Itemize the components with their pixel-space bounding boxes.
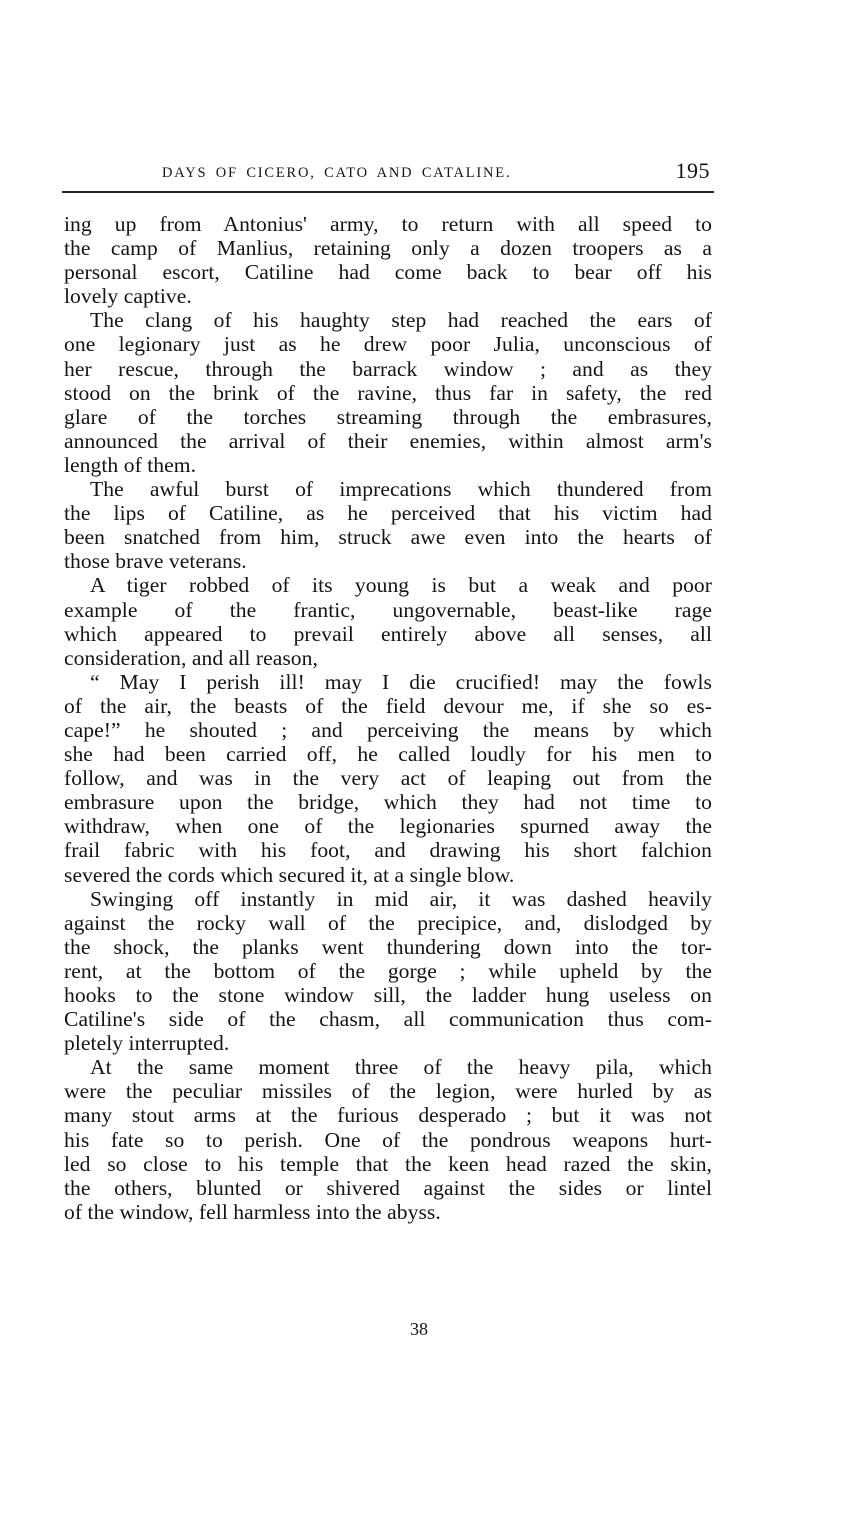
- text-line: those brave veterans.: [64, 549, 247, 574]
- text-line: rent, at the bottom of the gorge ; while upheld by the: [64, 958, 712, 983]
- paragraph-first-line: “ May I perish ill! may I die crucified! may the fowls: [90, 669, 712, 694]
- text-line: his fate so to perish. One of the pondrous weapons hurt-: [64, 1127, 712, 1152]
- running-head: [64, 158, 712, 188]
- body-text: [64, 212, 712, 1224]
- text-line: been snatched from him, struck awe even into the hearts of: [64, 525, 712, 550]
- text-line: example of the frantic, ungovernable, beast-like rage: [64, 597, 712, 622]
- text-line: the camp of Manlius, retaining only a dozen troopers as a: [64, 236, 712, 261]
- text-line: personal escort, Catiline had come back to bear off his: [64, 260, 712, 285]
- text-line: of the window, fell harmless into the abyss.: [64, 1199, 441, 1224]
- text-line: led so close to his temple that the keen head razed the skin,: [64, 1151, 712, 1176]
- text-line: ing up from Antonius' army, to return with all speed to: [64, 212, 712, 236]
- running-title: [162, 164, 511, 182]
- header-rule: [62, 191, 714, 193]
- text-line: embrasure upon the bridge, which they had not time to: [64, 790, 712, 815]
- text-line: pletely interrupted.: [64, 1031, 230, 1056]
- running-title-text: DAYS OF CICERO, CATO AND CATALINE.: [162, 165, 512, 181]
- text-line: of the air, the beasts of the field devour me, if she so es-: [64, 693, 712, 718]
- text-line: Catiline's side of the chasm, all communication thus com-: [64, 1007, 712, 1032]
- paragraph-first-line: The clang of his haughty step had reached the ears of: [90, 308, 712, 333]
- text-line: severed the cords which secured it, at a single blow.: [64, 862, 515, 887]
- text-line: the others, blunted or shivered against the sides or lintel: [64, 1175, 712, 1200]
- signature-mark: [0, 1319, 848, 1340]
- text-line: the shock, the planks went thundering down into the tor-: [64, 934, 712, 959]
- text-line: length of them.: [64, 452, 197, 477]
- paragraph-first-line: The awful burst of imprecations which thundered from: [90, 477, 712, 502]
- text-line: one legionary just as he drew poor Julia, unconscious of: [64, 332, 712, 357]
- text-line: cape!” he shouted ; and perceiving the means by which: [64, 717, 712, 742]
- text-line: the lips of Catiline, as he perceived that his victim had: [64, 501, 712, 526]
- text-line: her rescue, through the barrack window ; and as they: [64, 356, 712, 381]
- text-line: which appeared to prevail entirely above all senses, all: [64, 621, 712, 646]
- text-line: announced the arrival of their enemies, within almost arm's: [64, 428, 712, 453]
- text-line: many stout arms at the furious desperado ; but it was not: [64, 1103, 712, 1128]
- text-line: hooks to the stone window sill, the ladder hung useless on: [64, 983, 712, 1007]
- text-line: lovely captive.: [64, 284, 192, 309]
- text-line: frail fabric with his foot, and drawing his short falchion: [64, 838, 712, 863]
- text-line: glare of the torches streaming through the embrasures,: [64, 404, 712, 429]
- text-line: against the rocky wall of the precipice, and, dislodged by: [64, 910, 712, 935]
- text-line: she had been carried off, he called loudly for his men to: [64, 742, 712, 767]
- paragraph-first-line: A tiger robbed of its young is but a weak and poor: [90, 573, 712, 598]
- text-line: follow, and was in the very act of leaping out from the: [64, 766, 712, 791]
- text-line: consideration, and all reason,: [64, 645, 318, 670]
- text-line: withdraw, when one of the legionaries spurned away the: [64, 814, 712, 839]
- page-number: 195: [675, 158, 710, 183]
- text-line: were the peculiar missiles of the legion, were hurled by as: [64, 1079, 712, 1104]
- signature-mark-text: 38: [410, 1319, 428, 1339]
- paragraph-first-line: Swinging off instantly in mid air, it was dashed heavily: [90, 886, 712, 911]
- text-line: stood on the brink of the ravine, thus far in safety, the red: [64, 380, 712, 405]
- paragraph-first-line: At the same moment three of the heavy pila, which: [90, 1055, 712, 1080]
